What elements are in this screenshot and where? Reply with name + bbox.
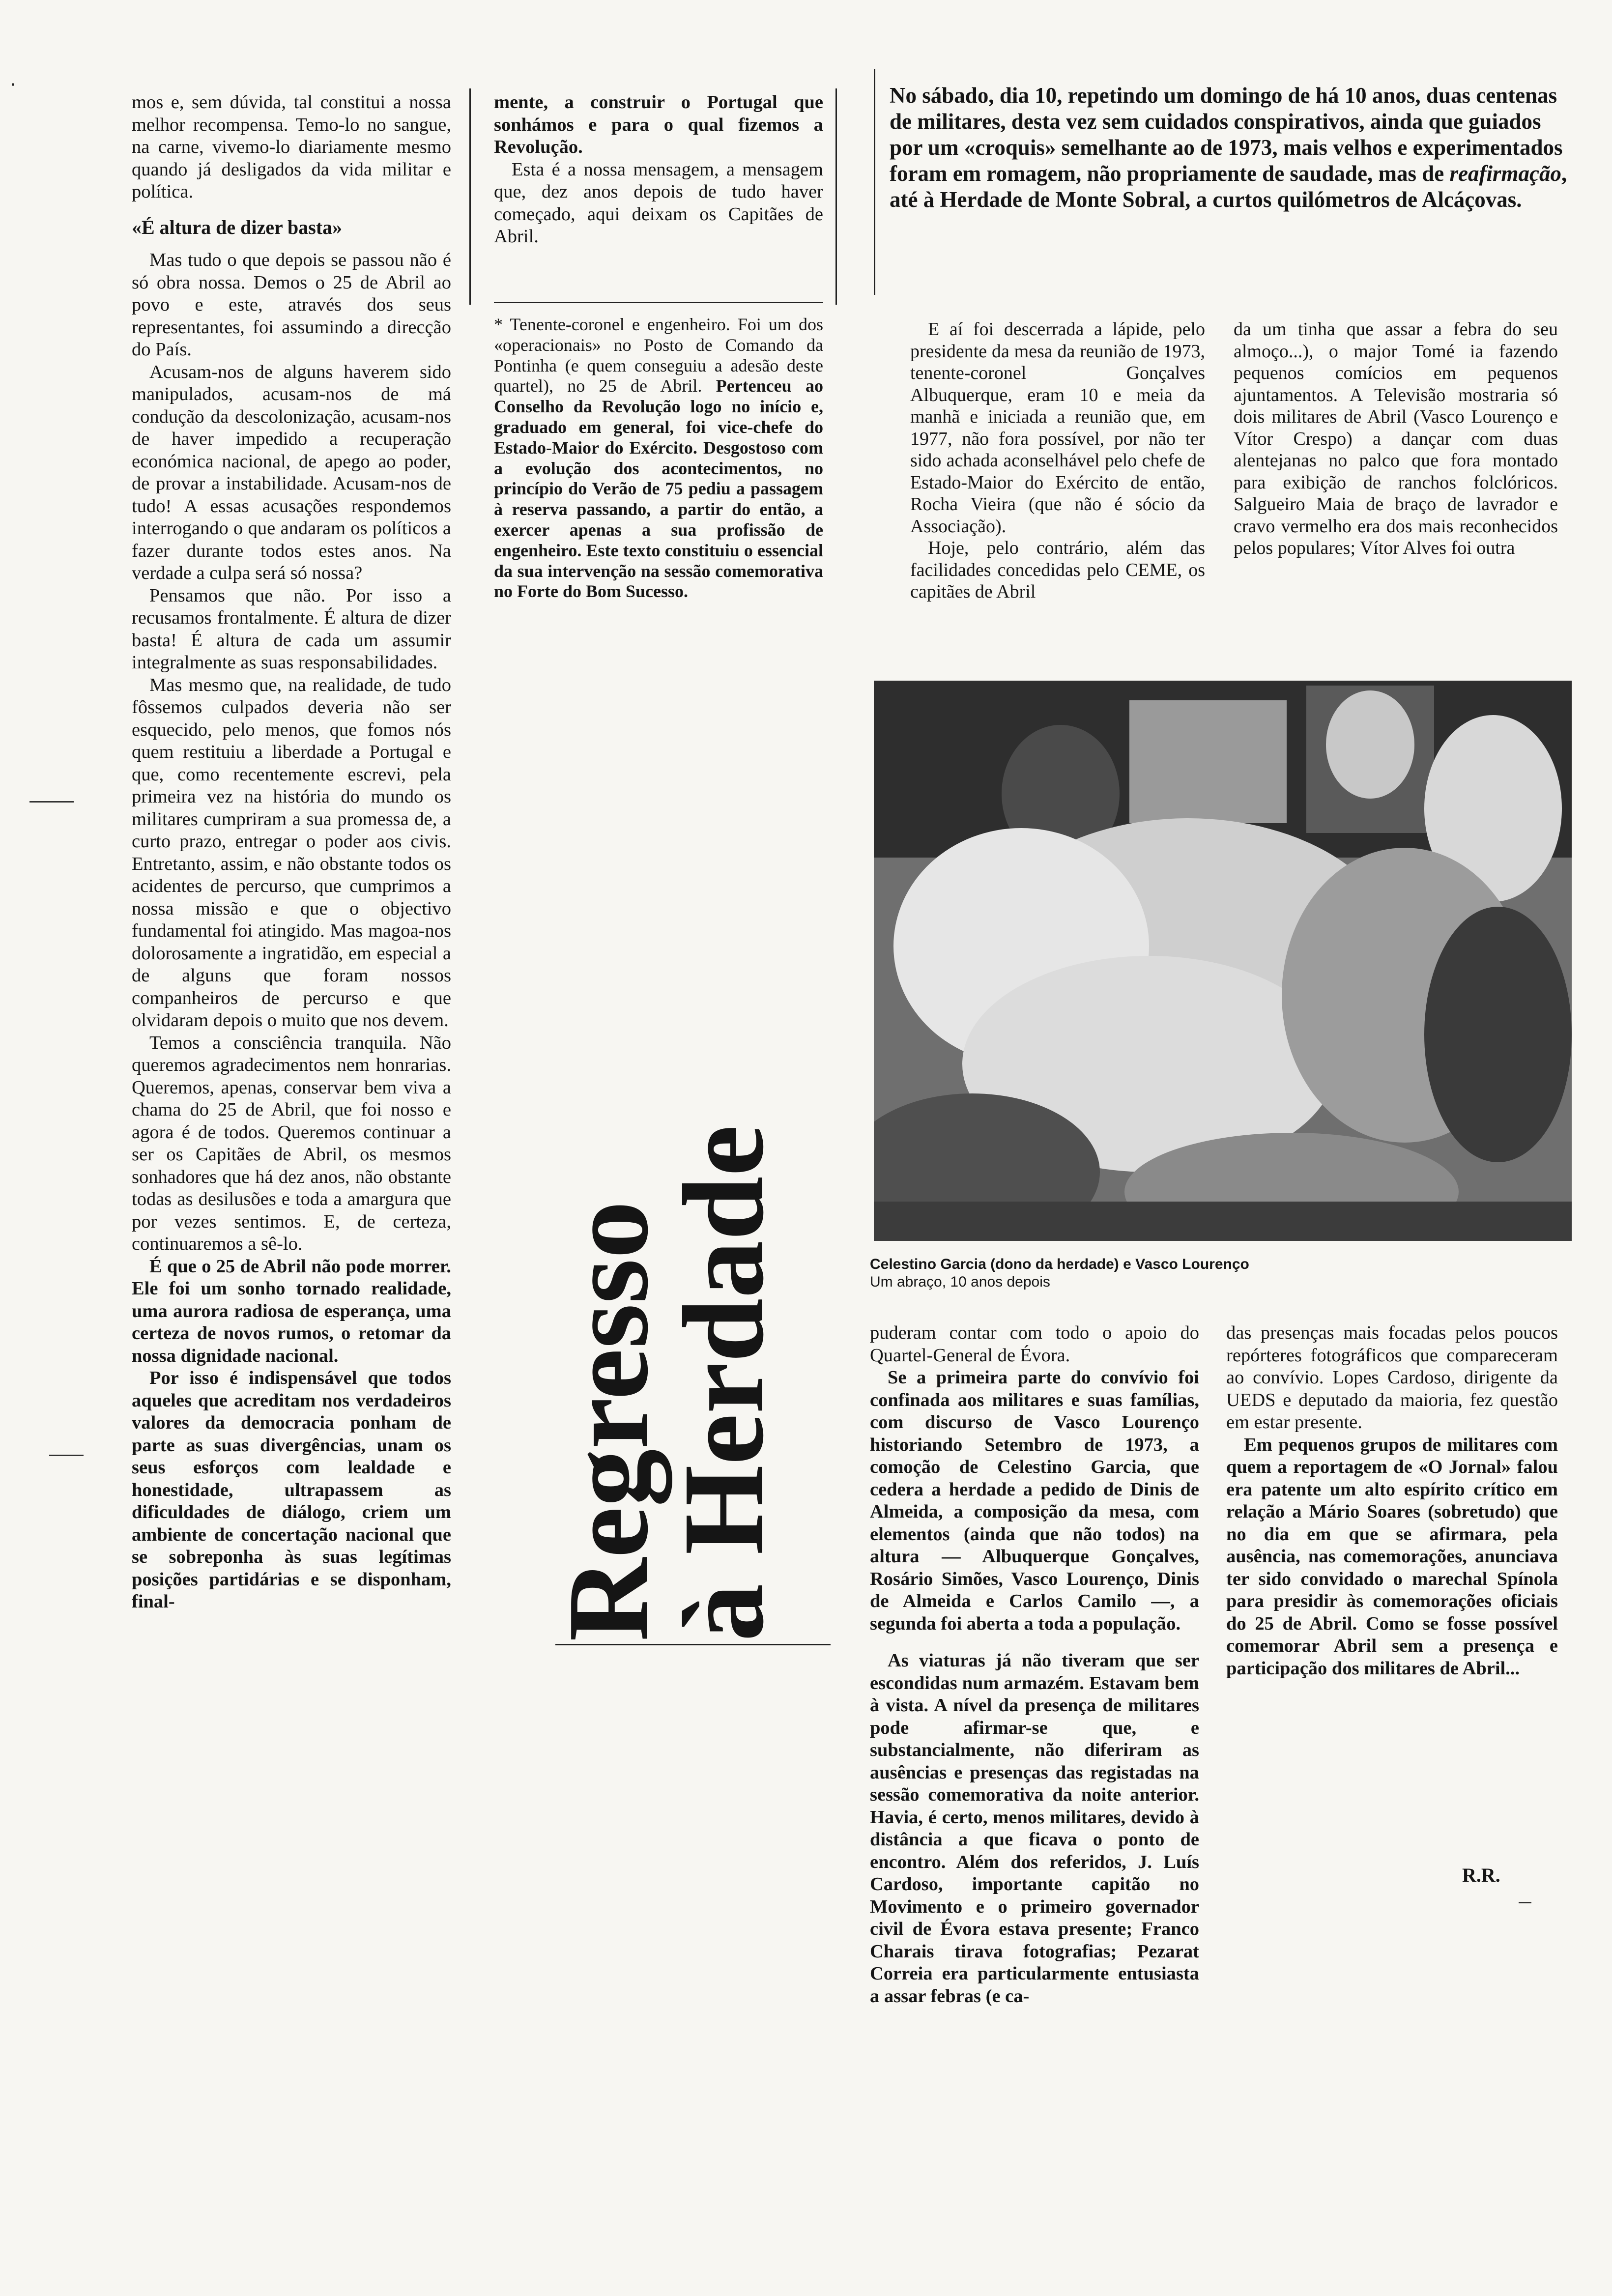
paragraph: Mas tudo o que depois se passou não é só obra nossa. Demos o 25 de Abril ao povo e este, através dos seus representantes, foi assumindo a direcção do País. [132, 250, 451, 360]
paragraph: Pensamos que não. Por isso a recusamos frontalmente. É altura de dizer basta! É altura de cada um assumir integralmente as suas responsabilidades. [132, 585, 451, 673]
photo-caption [870, 1256, 1573, 1291]
scan-mark: · [10, 74, 16, 96]
paragraph: puderam contar com todo o apoio do Quartel-General de Évora. [870, 1322, 1199, 1366]
column-1-body [132, 249, 451, 1613]
paragraph: das presenças mais focadas pelos poucos repórteres fotográficos que compareceram ao convívio. Lopes Cardoso, dirigente da UEDS e deputado da maioria, fez questão em estar presente. [1226, 1322, 1558, 1433]
paragraph: mente, a construir o Portugal que sonhámos e para o qual fizemos a Revolução. [494, 92, 823, 157]
lead-italic: reafirmação [1449, 161, 1561, 186]
paragraph: Hoje, pelo contrário, além das facilidades concedidas pelo CEME, os capitães de Abril [910, 538, 1205, 602]
article-column-d [1226, 1322, 1558, 1680]
headline-box [544, 1125, 826, 1641]
paragraph: mos e, sem dúvida, tal constitui a nossa melhor recompensa. Temo-lo no sangue, na carne, vivemo-lo diariamente mesmo quando já desligados da vida militar e política. [132, 92, 451, 202]
paragraph: As viaturas já não tiveram que ser escondidas num armazém. Estavam bem à vista. A nível da presença de militares pode afirmar-se que, e substancialmente, não diferiram as ausências e presenças das registadas na sessão comemorativa da noite anterior. Havia, é certo, menos militares, devido à distância a que ficava o ponto de encontro. Além dos referidos, J. Luís Cardoso, importante capitão no Movimento e o primeiro governador civil de Évora estava presente; Franco Charais tirava fotografias; Pezarat Correia era particularmente entusiasta a assar febras (e ca- [870, 1650, 1199, 2007]
article-column-a [910, 318, 1205, 603]
headline-line-1: Regresso [544, 1201, 672, 1641]
caption-title: Celestino Garcia (dono da herdade) e Vasco Lourenço [870, 1256, 1249, 1272]
bio-bold: Pertenceu ao Conselho da Revolução logo no início e, graduado em general, foi vice-chefe do Estado-Maior do Exército. Desgostoso com a evolução dos acontecimentos, no princípio do Verão de 75 pediu a passagem à reserva passando, a partir do então, a exercer apenas a sua profissão de engenheiro. Este texto constituiu o essencial da sua intervenção na sessão comemorativa no Forte do Bom Sucesso. [494, 376, 823, 602]
scan-mark [1519, 1902, 1531, 1903]
scan-mark [29, 801, 74, 803]
paragraph: E aí foi descerrada a lápide, pelo presidente da mesa da reunião de 1973, tenente-coronel Gonçalves Albuquerque, eram 10 e meia da manhã e iniciada a reunião que, em 1977, não fora possível, por não ter sido achada aconselhável pelo chefe de Estado-Maior do Exército de então, Rocha Vieira (que não é sócio da Associação). [910, 319, 1205, 537]
scan-mark [49, 1455, 84, 1456]
paragraph: Por isso é indispensável que todos aqueles que acreditam nos verdadeiros valores da democracia ponham de parte as suas divergências, unam os seus esforços com lealdade e honestidade, ultrapassem as dificuldades de diálogo, criem um ambiente de concertação nacional que se sobreponha às suas legítimas posições partidárias e se disponham, final- [132, 1368, 451, 1612]
subheading: «É altura de dizer basta» [132, 216, 343, 238]
column-1 [132, 91, 451, 1613]
article-lead [890, 83, 1575, 213]
lead-text-b: , até à Herdade de Monte Sobral, a curtos quilómetros de Alcáçovas. [890, 161, 1567, 212]
column-divider [469, 88, 471, 305]
paragraph: Acusam-nos de alguns haverem sido manipulados, acusam-nos de má condução da descolonização, acusam-nos de haver impedido a recuperação económica nacional, de apego ao poder, de provar a instabilidade. Acusam-nos de tudo! A essas acusações respondemos interrogando o que andaram os políticos a fazer durante todos estes anos. Na verdade a culpa será só nossa? [132, 361, 451, 583]
headline-line-2: à Herdade [660, 1125, 787, 1641]
paragraph: É que o 25 de Abril não pode morrer. Ele foi um sonho tornado realidade, uma aurora radiosa de esperança, uma certeza de novos rumos, o retomar da nossa dignidade nacional. [132, 1256, 451, 1366]
article-photo [874, 681, 1572, 1241]
author-bio [494, 315, 823, 602]
headline [544, 1125, 826, 1641]
paragraph: Temos a consciência tranquila. Não queremos agradecimentos nem honrarias. Queremos, apenas, conservar bem viva a chama do 25 de Abril, que foi nosso e agora é de todos. Queremos continuar a ser os Capitães de Abril, os mesmos sonhadores que há dez anos, não obstante todas as desilusões e toda a amargura que por vezes sentimos. E, de certeza, continuaremos a sê-lo. [132, 1032, 451, 1254]
paragraph: Esta é a nossa mensagem, a mensagem que, dez anos depois de tudo haver começado, aqui deixam os Capitães de Abril. [494, 159, 823, 247]
paragraph: Se a primeira parte do convívio foi confinada aos militares e suas famílias, com discurso de Vasco Lourenço historiando Setembro de 1973, a comoção de Celestino Garcia, que cedera a herdade a pedido de Dinis de Almeida, a composição da mesa, com elementos (ainda que não todos) na altura — Albuquerque Gonçalves, Rosário Simões, Vasco Lourenço, Dinis de Almeida e Carlos Camilo —, a segunda foi aberta a toda a população. [870, 1367, 1199, 1634]
article-frame-left [874, 69, 875, 295]
column-1-intro [132, 91, 451, 203]
bio-text [494, 315, 823, 602]
bio-divider [494, 302, 823, 303]
photo-illustration [874, 681, 1572, 1241]
bio-normal: * Tenente-coronel e engenheiro. Foi um dos «operacionais» no Posto de Comando da Pontinha (e quem conseguiu a adesão deste quartel), no 25 de Abril. [494, 315, 823, 396]
article-column-c [870, 1322, 1199, 2008]
signature: R.R. [1462, 1864, 1500, 1886]
column-2 [494, 91, 823, 248]
caption-text: Um abraço, 10 anos depois [870, 1274, 1050, 1290]
lead-text-a: No sábado, dia 10, repetindo um domingo de há 10 anos, duas centenas de militares, desta vez sem cuidados conspirativos, ainda que guiados por um «croquis» semelhante ao de 1973, mais velhos e experimentados foram em romagem, não propriamente de saudade, mas de [890, 83, 1563, 186]
headline-underline [555, 1644, 831, 1645]
paragraph: Mas mesmo que, na realidade, de tudo fôssemos culpados deveria não ser esquecido, pelo menos, que fomos nós quem restituiu a liberdade a Portugal e que, como recentemente escrevi, pela primeira vez na história do mundo os militares cumpriram a sua promessa de, a curto prazo, entregar o poder aos civis. Entretanto, assim, e não obstante todos os acidentes de percurso, que cumprimos a nossa missão e que o objectivo fundamental foi atingido. Mas magoa-nos dolorosamente a ingratidão, em especial a de alguns que foram nossos companheiros de percurso e que olvidaram depois o muito que nos devem. [132, 674, 451, 1031]
column-divider [835, 88, 837, 305]
paragraph: da um tinha que assar a febra do seu almoço...), o major Tomé ia fazendo pequenos comícios em pequenos ajuntamentos. A Televisão mostraria só dois militares de Abril (Vasco Lourenço e Vítor Crespo) a dançar com duas alentejanas no palco que fora montado para exibição de ranchos folclóricos. Salgueiro Maia de braço de lavrador e cravo vermelho era dos mais reconhecidos pelos populares; Vítor Alves foi outra [1234, 319, 1558, 558]
article-column-b [1234, 318, 1558, 559]
paragraph: Em pequenos grupos de militares com quem a reportagem de «O Jornal» falou era patente um alto espírito crítico em relação a Mário Soares (sobretudo) que no dia em que se afirmara, pela ausência, nas comemorações, anunciava ter sido convidado o marechal Spínola para presidir às comemorações oficiais do 25 de Abril. Como se fosse possível comemorar Abril sem a presença e participação dos militares de Abril... [1226, 1434, 1558, 1679]
